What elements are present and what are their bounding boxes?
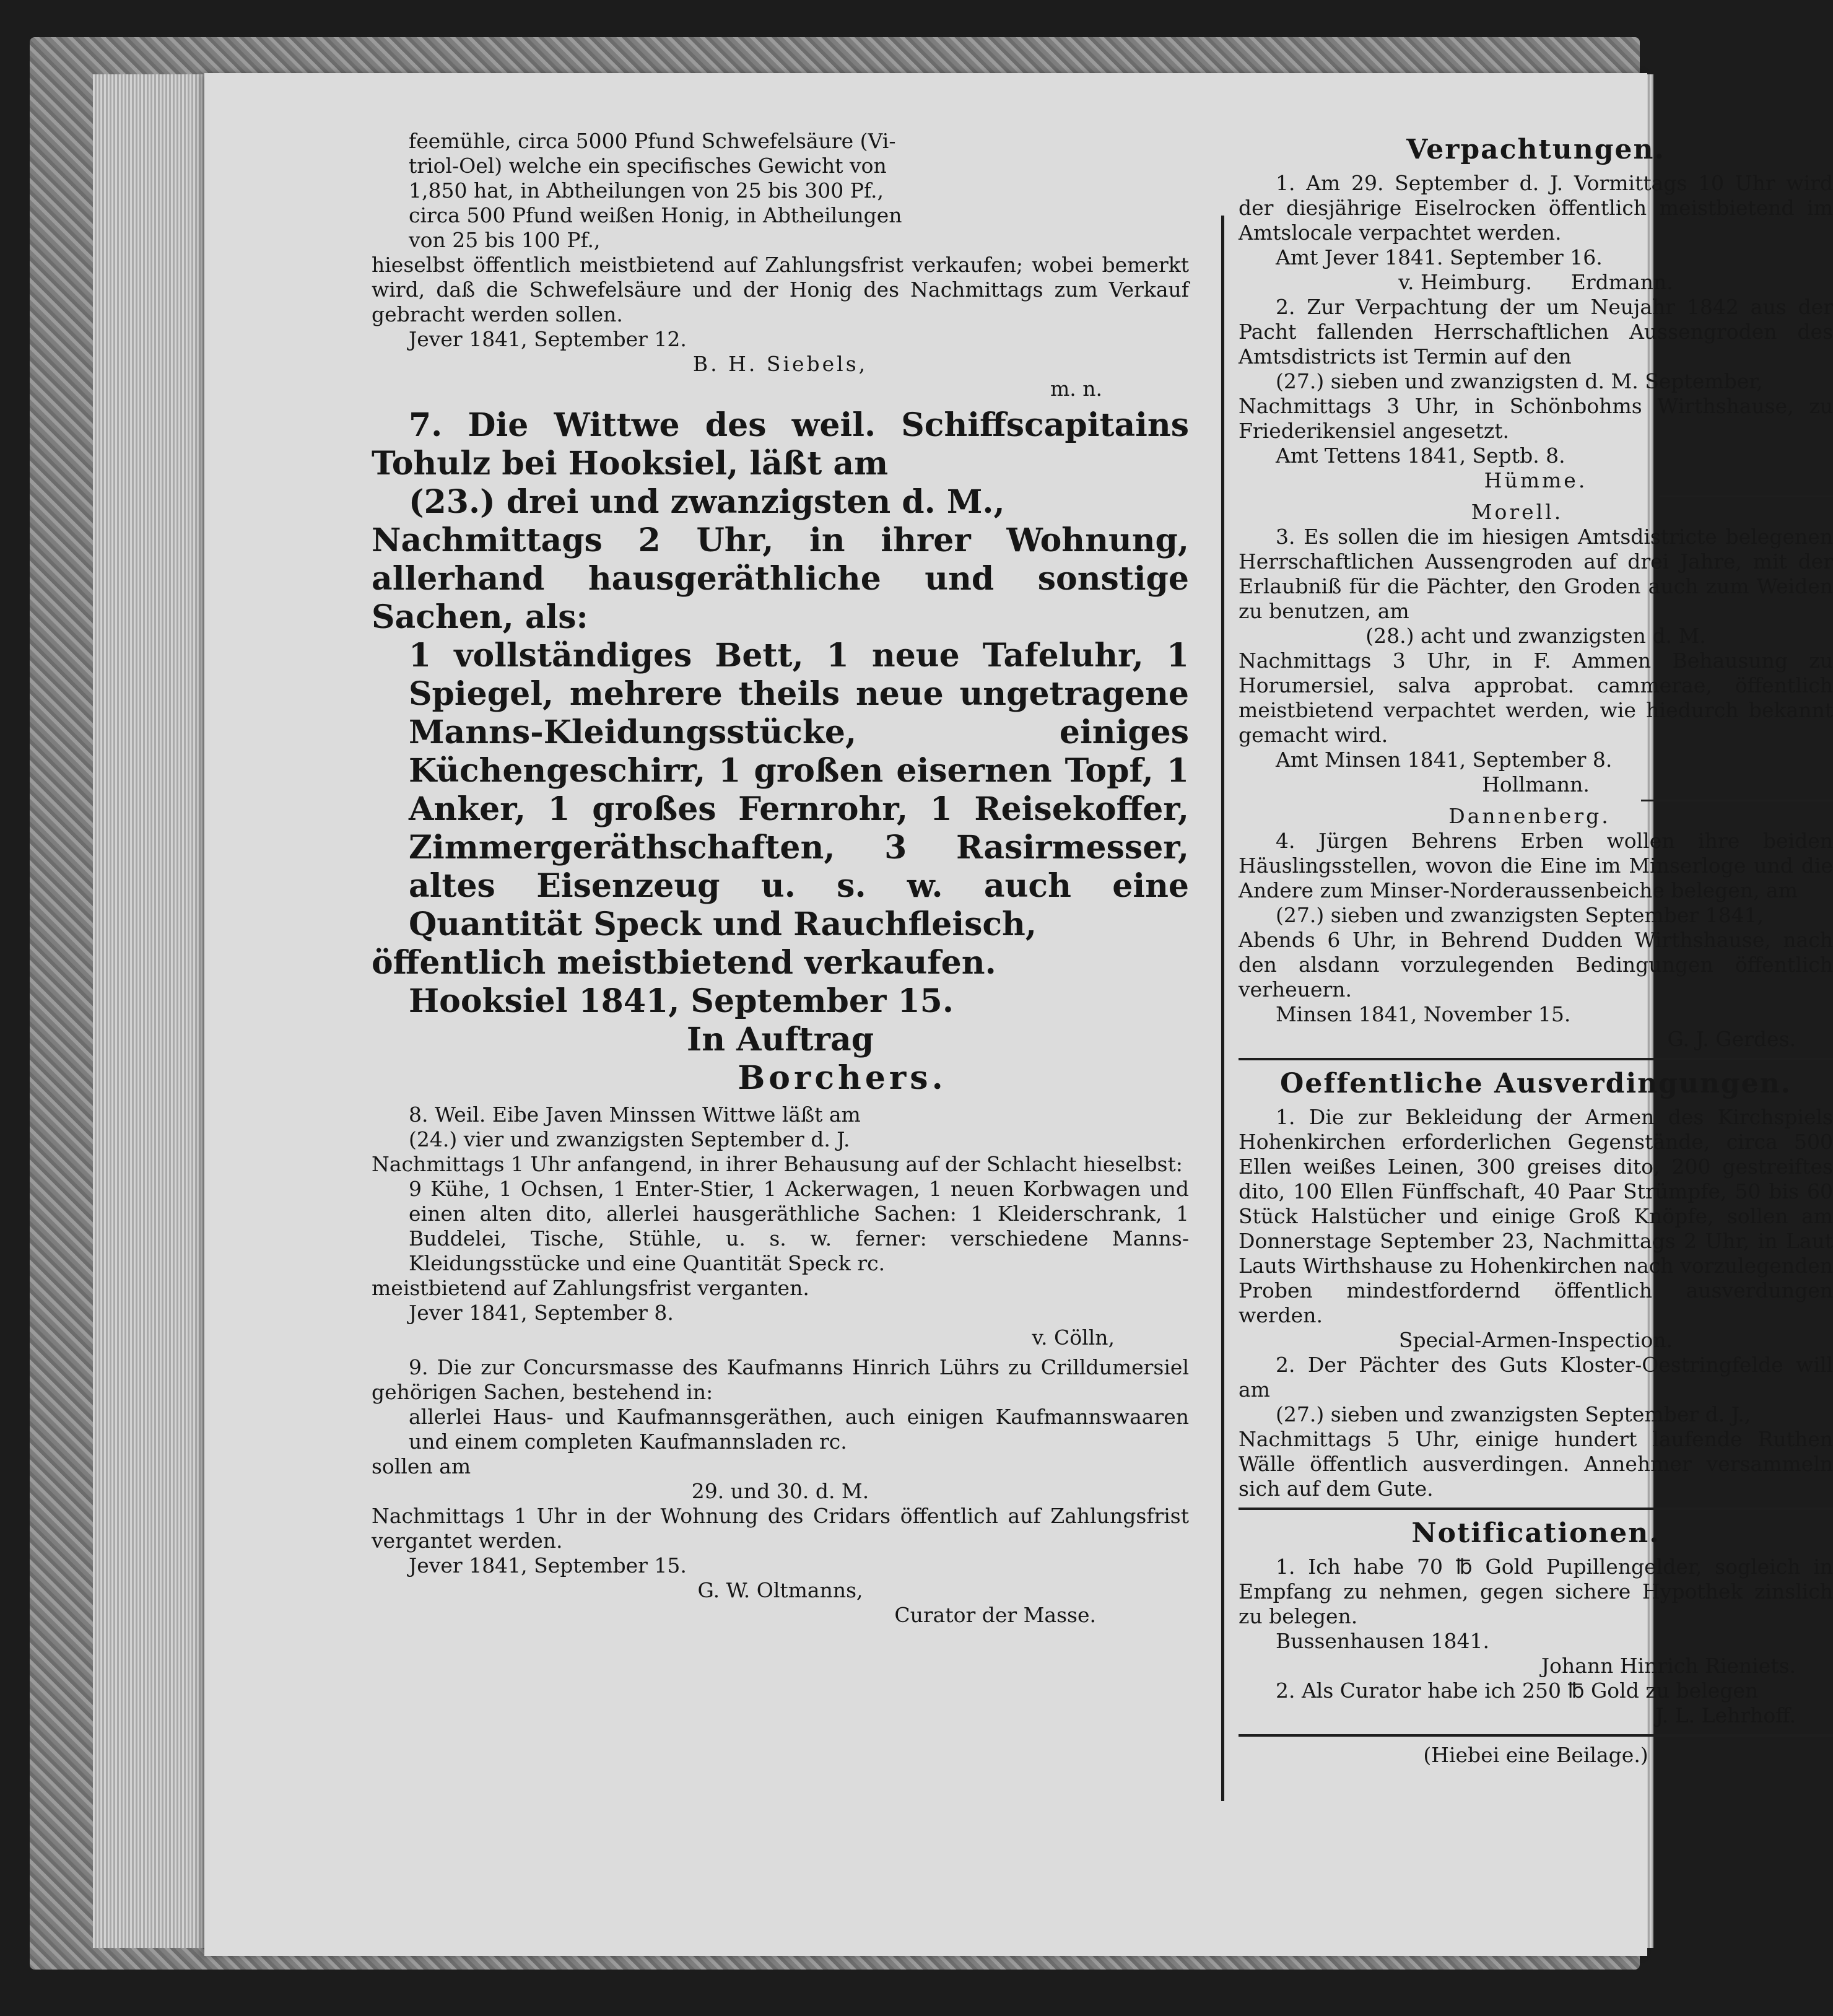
notice-7-signature-2: Borchers. bbox=[738, 1059, 947, 1097]
notice-8-date: (24.) vier und zwanzigsten September d. J. bbox=[409, 1127, 850, 1151]
section-rule bbox=[1239, 1508, 1833, 1510]
place-date: Jever 1841, September 12. bbox=[409, 327, 687, 351]
notice-9-body: Nachmittags 1 Uhr in der Wohnung des Cridars öffentlich auf Zahlungsfrist vergantet werden. bbox=[372, 1504, 1189, 1553]
signature: B. H. Siebels, bbox=[692, 352, 868, 376]
section-rule bbox=[1239, 1734, 1833, 1737]
lease-1-signature: v. Heimburg. Erdmann. bbox=[1398, 270, 1673, 294]
lease-2-body: Nachmittags 3 Uhr, in Schönbohms Wirthshause, zu Friederikensiel angesetzt. bbox=[1239, 394, 1833, 443]
section-rule bbox=[1239, 1058, 1833, 1060]
signature-note: m. n. bbox=[1050, 377, 1102, 401]
notice-9-signature-1: G. W. Oltmanns, bbox=[697, 1578, 863, 1602]
notification-1-signature: Johann Hinrich Rieniets. bbox=[1541, 1654, 1796, 1678]
text-line: 1,850 hat, in Abtheilungen von 25 bis 300 Pf., bbox=[409, 178, 884, 203]
notice-9-signature-2: Curator der Masse. bbox=[894, 1603, 1096, 1627]
lease-1: 1. Am 29. September d. J. Vormittags 10 Uhr wird der diesjährige Eiselrocken öffentlich meistbietend im Amtslocale verpachtet werden. bbox=[1239, 171, 1833, 245]
signature-rule bbox=[1641, 800, 1833, 801]
tender-2-date: (27.) sieben und zwanzigsten September d. J., bbox=[1276, 1402, 1751, 1426]
footer-note: (Hiebei eine Beilage.) bbox=[1423, 1743, 1648, 1767]
lease-2-signature-1: Hümme. bbox=[1484, 468, 1588, 492]
lease-3: 3. Es sollen die im hiesigen Amtsdistricte belegenen Herrschaftlichen Aussengroden auf drei Jahre, mit der Erlaubniß für die Pächter, den Groden auch zum Weiden zu benutzen, am bbox=[1239, 525, 1833, 623]
tender-1: 1. Die zur Bekleidung der Armen des Kirchspiels Hohenkirchen erforderlichen Gegenstände, circa 500 Ellen weißes Leinen, 300 greises dito, 200 gestreiftes dito, 100 Ellen Fünffschaft, 40 Paar Strümpfe, 50 bis 60 Stück Halstücher und einige Groß Knöpfe, sollen am Donnerstage September 23, Nachmittags 2 Uhr, in Laut Lauts Wirthshause zu Hohenkirchen nach vorzulegenden Proben mindestfordernd öffentlich ausverdungen werden. bbox=[1239, 1105, 1833, 1327]
tender-1-signature: Special-Armen-Inspection. bbox=[1398, 1328, 1673, 1352]
notice-7-items: 1 vollständiges Bett, 1 neue Tafeluhr, 1 Spiegel, mehrere theils neue ungetragene Manns-Kleidungsstücke, einiges Küchengeschirr, 1 großen eisernen Topf, 1 Anker, 1 großes Fernrohr, 1 Reisekoffer, Zimmergeräthschaften, 3 Rasirmesser, altes Eisenzeug u. s. w. auch eine Quantität Speck und Rauchfleisch, bbox=[409, 637, 1189, 943]
tender-2-body: Nachmittags 5 Uhr, einige hundert laufende Ruthen Wälle öffentlich ausverdingen. Annehmer versammeln sich auf dem Gute. bbox=[1239, 1427, 1833, 1501]
lease-4-place: Minsen 1841, November 15. bbox=[1276, 1002, 1571, 1026]
lease-2-date: (27.) sieben und zwanzigsten d. M. September, bbox=[1276, 369, 1763, 393]
lease-3-date: (28.) acht und zwanzigsten d. M. bbox=[1365, 624, 1706, 648]
notice-8-signature: v. Cölln, bbox=[1032, 1325, 1115, 1350]
notice-7-place: Hooksiel 1841, September 15. bbox=[409, 982, 954, 1020]
notification-1-place: Bussenhausen 1841. bbox=[1276, 1629, 1490, 1653]
lease-2-signature-2: Morell. bbox=[1471, 500, 1564, 524]
document-page bbox=[204, 73, 1833, 1956]
notice-8-end: meistbietend auf Zahlungsfrist verganten. bbox=[372, 1276, 809, 1300]
notification-2-signature: J. L. Lehrhoff. bbox=[1655, 1703, 1796, 1727]
paragraph: hieselbst öffentlich meistbietend auf Zahlungsfrist verkaufen; wobei bemerkt wird, daß die Schwefelsäure und der Honig des Nachmittags zum Verkauf gebracht werden sollen. bbox=[372, 253, 1189, 326]
notice-8-body: Nachmittags 1 Uhr anfangend, in ihrer Behausung auf der Schlacht hieselbst: bbox=[372, 1152, 1183, 1176]
section-heading-notificationen: Notificationen. bbox=[1411, 1517, 1660, 1549]
lease-3-signature-1: Hollmann. bbox=[1482, 772, 1590, 796]
notice-8-items: 9 Kühe, 1 Ochsen, 1 Enter-Stier, 1 Ackerwagen, 1 neuen Korbwagen und einen alten dito, allerlei hausgeräthliche Sachen: 1 Kleiderschrank, 1 Buddelei, Tische, Stühle, u. s. w. ferner: verschiedene Manns-Kleidungsstücke und eine Quantität Speck rc. bbox=[409, 1177, 1189, 1275]
text-line: circa 500 Pfund weißen Honig, in Abtheilungen bbox=[409, 203, 902, 227]
right-column bbox=[1239, 129, 1833, 1768]
notice-9-date: 29. und 30. d. M. bbox=[691, 1479, 869, 1503]
notice-7-end: öffentlich meistbietend verkaufen. bbox=[372, 944, 996, 982]
lease-2: 2. Zur Verpachtung der um Neujahr 1842 aus der Pacht fallenden Herrschaftlichen Aussengroden des Amtsdistricts ist Termin auf den bbox=[1239, 295, 1833, 369]
text-line: triol-Oel) welche ein specifisches Gewicht von bbox=[409, 154, 887, 178]
notice-9-sollen: sollen am bbox=[372, 1454, 471, 1478]
lease-3-signature-2: Dannenberg. bbox=[1448, 804, 1611, 828]
lease-1-place: Amt Jever 1841. September 16. bbox=[1276, 245, 1603, 269]
text-line: von 25 bis 100 Pf., bbox=[409, 228, 601, 252]
notice-9-intro: 9. Die zur Concursmasse des Kaufmanns Hinrich Lührs zu Crilldumersiel gehörigen Sachen, bestehend in: bbox=[372, 1355, 1189, 1404]
notice-7-signature-1: In Auftrag bbox=[686, 1021, 874, 1058]
signature-rule bbox=[1660, 495, 1833, 497]
lease-3-place: Amt Minsen 1841, September 8. bbox=[1276, 748, 1613, 772]
notice-8-place: Jever 1841, September 8. bbox=[409, 1301, 674, 1325]
notification-2: 2. Als Curator habe ich 250 ℔ Gold zu belegen bbox=[1276, 1678, 1759, 1703]
notice-7-body: Nachmittags 2 Uhr, in ihrer Wohnung, allerhand hausgeräthliche und sonstige Sachen, als: bbox=[372, 521, 1189, 636]
notice-7-intro: 7. Die Wittwe des weil. Schiffscapitains Tohulz bei Hooksiel, läßt am bbox=[372, 406, 1189, 482]
lease-3-body: Nachmittags 3 Uhr, in F. Ammen Behausung zu Horumersiel, salva approbat. cammerae, öffentlich meistbietend verpachtet werden, wie hiedurch bekannt gemacht wird. bbox=[1239, 648, 1833, 747]
lease-2-place: Amt Tettens 1841, Septb. 8. bbox=[1276, 443, 1565, 468]
lease-4: 4. Jürgen Behrens Erben wollen ihre beiden Häuslingsstellen, wovon die Eine im Minserloge und die Andere zum Minser-Norderaussenbeiche belegen, am bbox=[1239, 829, 1833, 902]
notification-1: 1. Ich habe 70 ℔ Gold Pupillengelder, sogleich in Empfang zu nehmen, gegen sichere Hypothek zinslich zu belegen. bbox=[1239, 1555, 1833, 1628]
column-divider bbox=[1221, 216, 1224, 1801]
notice-9-items: allerlei Haus- und Kaufmannsgeräthen, auch einigen Kaufmannswaaren und einem completen Kaufmannsladen rc. bbox=[409, 1405, 1189, 1454]
section-heading-ausverdingungen: Oeffentliche Ausverdingungen. bbox=[1280, 1068, 1792, 1099]
notice-8-intro: 8. Weil. Eibe Javen Minssen Wittwe läßt am bbox=[409, 1102, 861, 1127]
tender-2: 2. Der Pächter des Guts Kloster-Oestringfelde will am bbox=[1239, 1353, 1833, 1402]
text-line: feemühle, circa 5000 Pfund Schwefelsäure (Vi- bbox=[409, 129, 896, 153]
section-heading-verpachtungen: Verpachtungen. bbox=[1406, 134, 1665, 165]
notice-7-date: (23.) drei und zwanzigsten d. M., bbox=[409, 483, 1005, 521]
notice-9-place: Jever 1841, September 15. bbox=[409, 1553, 687, 1577]
item-list bbox=[409, 129, 1189, 253]
left-column bbox=[372, 129, 1189, 1628]
lease-4-body: Abends 6 Uhr, in Behrend Dudden Wirthshause, nach den alsdann vorzulegenden Bedingungen öffentlich verheuern. bbox=[1239, 928, 1833, 1001]
lease-4-signature: G. J. Gerdes. bbox=[1667, 1027, 1796, 1051]
lease-4-date: (27.) sieben und zwanzigsten September 1841, bbox=[1276, 903, 1764, 927]
